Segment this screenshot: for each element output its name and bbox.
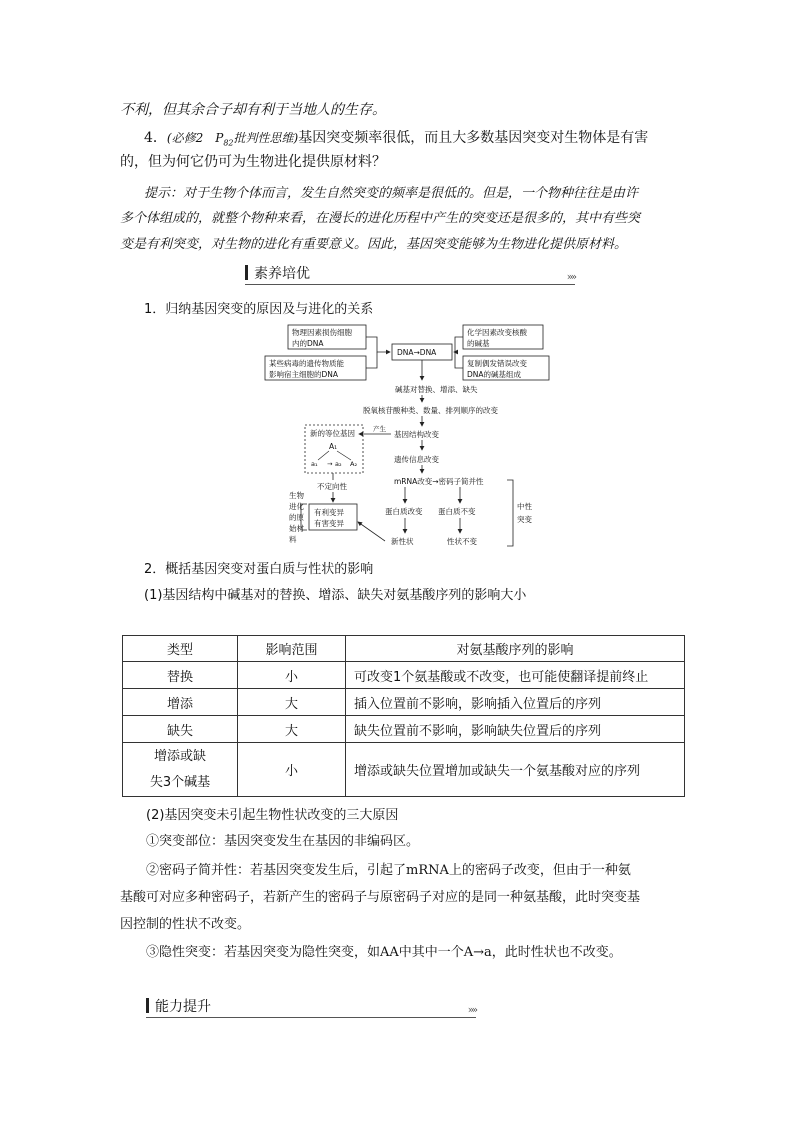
box-dna-text: DNA→DNA bbox=[397, 348, 437, 357]
section-bar bbox=[146, 998, 149, 1013]
hint-line1: 提示：对于生物个体而言，发生自然突变的频率是很低的。但是，一个物种往往是由许 bbox=[144, 186, 639, 201]
table-header-row bbox=[123, 636, 685, 662]
box-chemical-text1: 化学因素改变核酸 bbox=[467, 328, 527, 337]
mutation-diagram bbox=[255, 322, 555, 552]
reason-2-line1: ②密码子简并性：若基因突变发生后，引起了mRNA上的密码子改变，但由于一种氨 bbox=[146, 863, 631, 878]
item1-title: 1．归纳基因突变的原因及与进化的关系 bbox=[144, 302, 374, 317]
question-source: (必修2 $P_{82}$批判性思维) bbox=[166, 131, 299, 148]
cell-effect: 缺失位置前不影响，影响缺失位置后的序列 bbox=[346, 716, 685, 743]
allele-a1-label: a₁ bbox=[311, 460, 318, 468]
cell-type: 增添或缺 失3个碱基 bbox=[123, 743, 238, 797]
box-virus-text2: 影响宿主细胞的DNA bbox=[269, 370, 339, 379]
top-fragment: 不利，但其余合子却有利于当地人的生存。 bbox=[120, 102, 386, 118]
box-virus-text1: 某些病毒的遗传物质能 bbox=[269, 359, 344, 368]
evolution-text-4: 始材 bbox=[289, 524, 304, 533]
evolution-text-2: 进化 bbox=[289, 502, 304, 511]
question-number: 4． bbox=[144, 130, 167, 146]
cell-range: 小 bbox=[238, 662, 346, 689]
mrna-change-text: mRNA改变→密码子简并性 bbox=[394, 477, 484, 486]
reason-2-line3: 因控制的性状不改变。 bbox=[120, 917, 251, 932]
cell-effect: 可改变1个氨基酸或不改变，也可能使翻译提前终止 bbox=[346, 662, 685, 689]
cell-range: 大 bbox=[238, 716, 346, 743]
neutral-text-2: 突变 bbox=[517, 515, 532, 524]
reason-1: ①突变部位：基因突变发生在基因的非编码区。 bbox=[146, 834, 420, 849]
cell-effect: 插入位置前不影响，影响插入位置后的序列 bbox=[346, 689, 685, 716]
cell-effect: 增添或缺失位置增加或缺失一个氨基酸对应的序列 bbox=[346, 743, 685, 797]
question-text: 基因突变频率很低，而且大多数基因突变对生物体是有害 bbox=[298, 130, 649, 146]
gene-structure-text: 基因结构改变 bbox=[394, 430, 439, 439]
reason-3: ③隐性突变：若基因突变为隐性突变，如AA中其中一个A→a，此时性状也不改变。 bbox=[146, 945, 622, 960]
allele-A2-label: A₂ bbox=[350, 460, 358, 468]
base-pairs-text: 碱基对替换、增添、缺失 bbox=[395, 385, 478, 394]
box-physical-text2: 内的DNA bbox=[292, 339, 324, 348]
protein-change-text: 蛋白质改变 bbox=[385, 507, 423, 516]
neutral-text-1: 中性 bbox=[517, 502, 532, 511]
reason-2-line2: 基酸可对应多种密码子，若新产生的密码子与原密码子对应的是同一种氨基酸，此时突变基 bbox=[120, 890, 641, 905]
cell-type: 增添 bbox=[123, 689, 238, 716]
section-header-nengli bbox=[146, 996, 476, 1018]
item2-title: 2．概括基因突变对蛋白质与性状的影响 bbox=[144, 562, 374, 577]
hint-line2: 多个体组成的，就整个物种来看，在漫长的进化历程中产生的突变还是很多的，其中有些突 bbox=[120, 211, 641, 226]
question-4-line2: 的，但为何它仍可为生物进化提供原材料？ bbox=[120, 154, 386, 170]
box-replication-text1: 复制偶发错误改变 bbox=[467, 359, 527, 368]
box-physical-text1: 物理因素损伤细胞 bbox=[292, 328, 352, 337]
beneficial-text: 有利变异 bbox=[314, 508, 344, 517]
box-replication-text2: DNA的碱基组成 bbox=[467, 370, 522, 379]
sub2-title: (2)基因突变未引起生物性状改变的三大原因 bbox=[146, 808, 399, 823]
cell-type: 缺失 bbox=[123, 716, 238, 743]
section-bar bbox=[245, 265, 248, 280]
header-type: 类型 bbox=[123, 636, 238, 662]
table-row bbox=[123, 743, 685, 797]
produce-text: 产生 bbox=[373, 425, 386, 433]
table-row bbox=[123, 716, 685, 743]
nondirectional-text: 不定向性 bbox=[317, 482, 347, 491]
sub1-title: (1)基因结构中碱基对的替换、增添、缺失对氨基酸序列的影响大小 bbox=[144, 588, 527, 603]
table-row bbox=[123, 662, 685, 689]
hint-line3: 变是有利突变，对生物的进化有重要意义。因此，基因突变能够为生物进化提供原材料。 bbox=[120, 237, 628, 252]
table-row bbox=[123, 689, 685, 716]
cell-range: 小 bbox=[238, 743, 346, 797]
section-title: 能力提升 bbox=[155, 999, 211, 1015]
section-title: 素养培优 bbox=[254, 266, 310, 282]
section-header-suyang bbox=[245, 263, 575, 285]
allele-arrow: → bbox=[327, 460, 333, 468]
genetic-info-text: 遗传信息改变 bbox=[394, 455, 439, 464]
new-trait-text: 新性状 bbox=[391, 537, 414, 546]
chevron-icon: »» bbox=[566, 272, 575, 283]
question-4-line1 bbox=[144, 127, 648, 147]
new-allele-text: 新的等位基因 bbox=[310, 429, 355, 438]
evolution-text-1: 生物 bbox=[289, 491, 304, 500]
mutation-effect-table bbox=[122, 635, 685, 797]
evolution-text-3: 的原 bbox=[289, 513, 304, 522]
header-range: 影响范围 bbox=[238, 636, 346, 662]
evolution-text-5: 料 bbox=[289, 535, 297, 544]
cell-type: 替换 bbox=[123, 662, 238, 689]
chevron-icon: »» bbox=[467, 1005, 476, 1016]
allele-a2-label: a₂ bbox=[335, 460, 342, 468]
trait-same-text: 性状不变 bbox=[447, 537, 477, 546]
box-chemical-text2: 的碱基 bbox=[467, 339, 490, 348]
header-effect: 对氨基酸序列的影响 bbox=[346, 636, 685, 662]
nucleotides-text: 脱氧核苷酸种类、数量、排列顺序的改变 bbox=[363, 406, 498, 415]
allele-a-label: A₁ bbox=[329, 442, 338, 451]
cell-range: 大 bbox=[238, 689, 346, 716]
harmful-text: 有害变异 bbox=[314, 519, 344, 528]
protein-same-text: 蛋白质不变 bbox=[438, 507, 476, 516]
